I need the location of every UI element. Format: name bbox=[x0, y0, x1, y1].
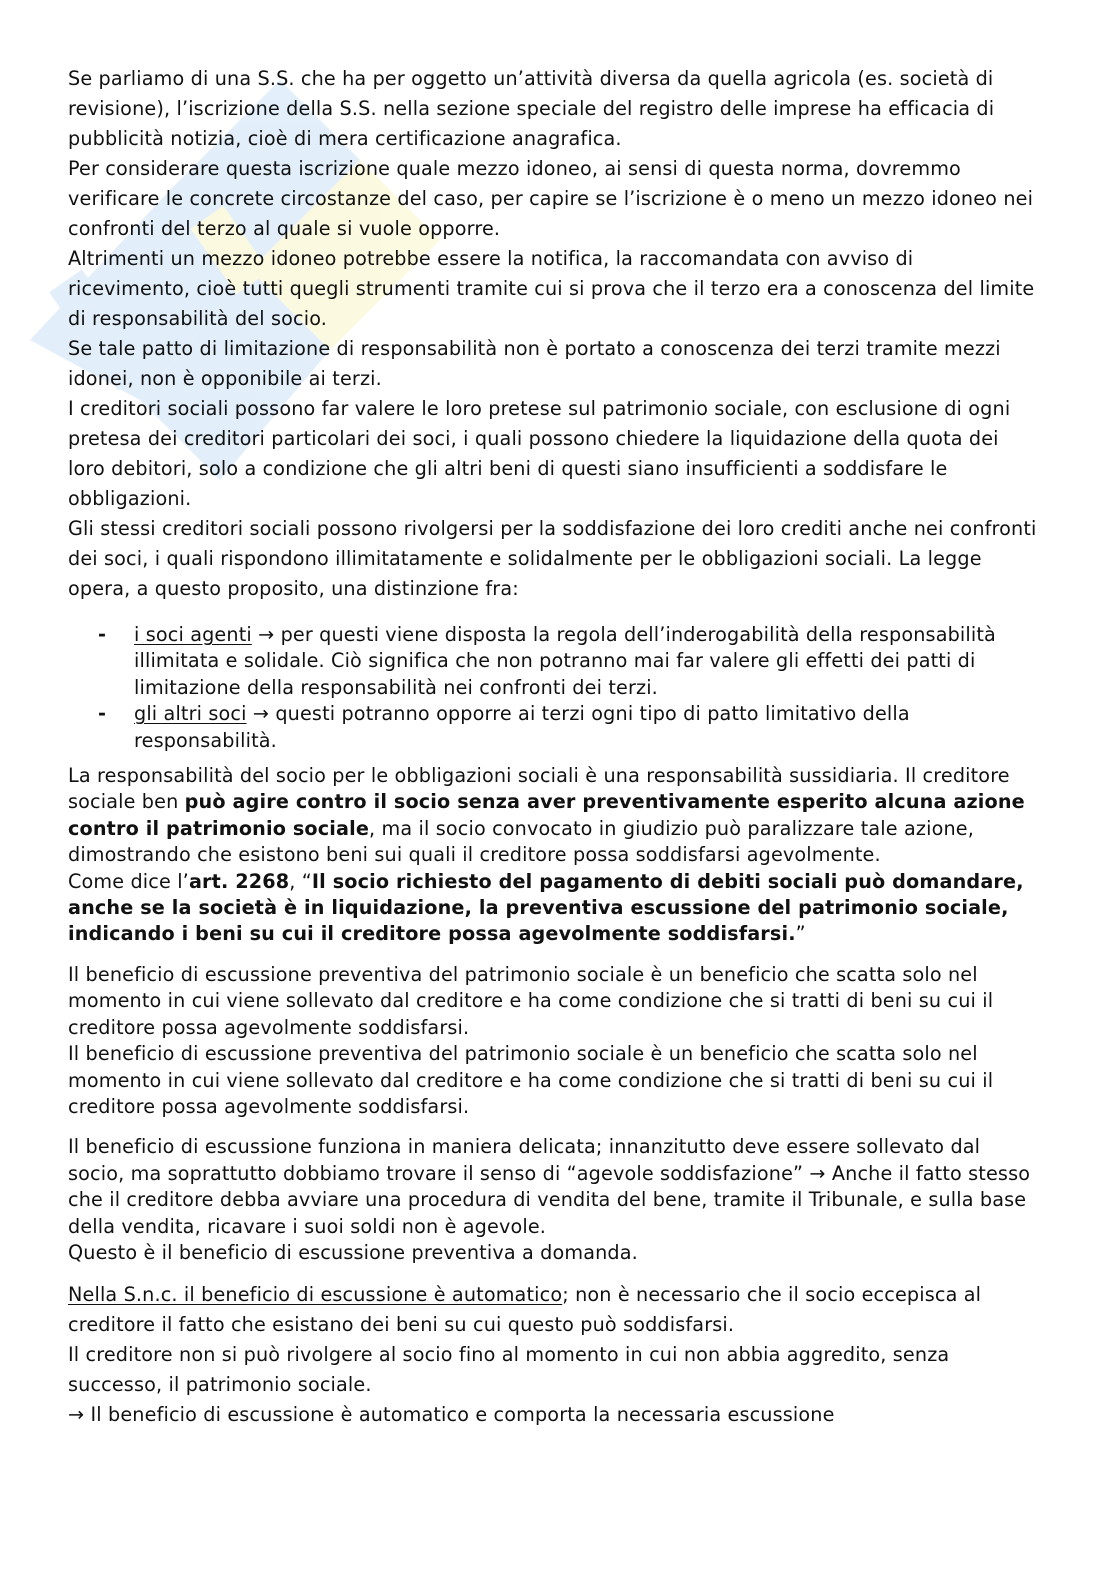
list-item bbox=[68, 622, 1040, 701]
list-item-term: gli altri soci bbox=[134, 702, 247, 726]
text-run: ” bbox=[795, 922, 806, 946]
arrow-right-icon: → bbox=[258, 623, 275, 646]
paragraph-creditore-socio: Il creditore non si può rivolgere al socio fino al momento in cui non abbia aggredito, senza successo, il patrimonio sociale. bbox=[68, 1343, 950, 1397]
text-run: , ma il socio convocato in giudizio può paralizzare tale azione, dimostrando che esistono beni sui quali il creditore possa soddisfarsi agevolmente. bbox=[68, 816, 974, 867]
list-bullet: - bbox=[98, 702, 107, 726]
underlined-text-run: Nella S.n.c. il beneficio di escussione è automatico bbox=[68, 1283, 563, 1307]
paragraph-ss-iscrizione: Se parliamo di una S.S. che ha per oggetto un’attività diversa da quella agricola (es. società di revisione), l’iscrizione della S.S. nella sezione speciale del registro delle imprese ha efficacia di pubblicità notizia, cioè di mera certificazione anagrafica. bbox=[68, 67, 995, 150]
list-item-term: i soci agenti bbox=[134, 623, 252, 646]
paragraph-responsabilita-sussidiaria bbox=[68, 763, 1040, 869]
bold-text-run: può agire contro il socio senza aver preventivamente esperito alcuna azione contro il patrimonio sociale bbox=[68, 790, 1025, 840]
paragraph-distinzione: Gli stessi creditori sociali possono rivolgersi per la soddisfazione dei loro crediti anche nei confronti dei soci, i quali rispondono illimitatamente e solidalmente per le obbligazioni sociali. La legge opera, a questo proposito, una distinzione fra: bbox=[68, 517, 1037, 600]
paragraph-snc-automatico bbox=[68, 1280, 1040, 1340]
article-quote: Il socio richiesto del pagamento di debiti sociali può domandare, anche se la società è in liquidazione, la preventiva escussione del patrimonio sociale, indicando i beni su cui il creditore possa agevolmente soddisfarsi. bbox=[68, 869, 1024, 946]
list-bullet: - bbox=[98, 623, 107, 646]
text-run: ; non è necessario che il socio eccepisca al creditore il fatto che esistano dei beni su cui questo può soddisfarsi. bbox=[68, 1283, 982, 1337]
article-reference: art. 2268 bbox=[188, 869, 290, 893]
soci-list bbox=[68, 622, 1040, 754]
list-item bbox=[68, 701, 1040, 754]
paragraph-art-2268 bbox=[68, 869, 1040, 948]
text-run: Come dice l’ bbox=[68, 869, 189, 893]
paragraph-non-opponibile: Se tale patto di limitazione di responsabilità non è portato a conoscenza dei terzi tramite mezzi idonei, non è opponibile ai terzi. bbox=[68, 337, 1001, 390]
arrow-right-icon: → bbox=[252, 702, 270, 726]
paragraph-beneficio-delicato: Il beneficio di escussione funziona in maniera delicata; innanzitutto deve essere sollevato dal socio, ma soprattutto dobbiamo trovare il senso di “agevole soddisfazione” → Anche il fatto stesso che il creditore debba avviare una procedura di vendita del bene, tramite il Tribunale, e sulla base della vendita, ricavare i suoi soldi non è agevole. bbox=[68, 1135, 1031, 1238]
text-run: , “ bbox=[289, 869, 312, 893]
list-item-text: per questi viene disposta la regola dell’inderogabilità della responsabilità illimitata e solidale. Ciò significa che non potranno mai far valere gli effetti dei patti di limitazione della responsabilità nei confronti dei terzi. bbox=[134, 623, 996, 699]
paragraph-creditori-sociali: I creditori sociali possono far valere le loro pretese sul patrimonio sociale, con esclusione di ogni pretesa dei creditori particolari dei soci, i quali possono chiedere la liquidazione della quota dei loro debitori, solo a condizione che gli altri beni di questi siano insufficienti a soddisfare le obbligazioni. bbox=[68, 397, 1011, 510]
paragraph-beneficio-1: Il beneficio di escussione preventiva del patrimonio sociale è un beneficio che scatta solo nel momento in cui viene sollevato dal creditore e ha come condizione che si tratti di beni su cui il creditore possa agevolmente soddisfarsi. bbox=[68, 962, 994, 1039]
paragraph-a-domanda: Questo è il beneficio di escussione preventiva a domanda. bbox=[68, 1240, 638, 1264]
paragraph-mezzo-idoneo: Per considerare questa iscrizione quale mezzo idoneo, ai sensi di questa norma, dovremmo verificare le concrete circostanze del caso, per capire se l’iscrizione è o meno un mezzo idoneo nei confronti del terzo al quale si vuole opporre. bbox=[68, 157, 1034, 240]
list-item-text: questi potranno opporre ai terzi ogni tipo di patto limitativo della responsabilità. bbox=[134, 702, 910, 752]
paragraph-notifica: Altrimenti un mezzo idoneo potrebbe essere la notifica, la raccomandata con avviso di ricevimento, cioè tutti quegli strumenti tramite cui si prova che il terzo era a conoscenza del limite di responsabilità del socio. bbox=[68, 247, 1035, 330]
paragraph-beneficio-2: Il beneficio di escussione preventiva del patrimonio sociale è un beneficio che scatta solo nel momento in cui viene sollevato dal creditore e ha come condizione che si tratti di beni su cui il creditore possa agevolmente soddisfarsi. bbox=[68, 1042, 994, 1118]
paragraph-necessaria-escussione: → Il beneficio di escussione è automatico e comporta la necessaria escussione bbox=[68, 1403, 835, 1427]
text-run: La responsabilità del socio per le obbligazioni sociali è una responsabilità sussidiaria. Il creditore sociale ben bbox=[68, 764, 1010, 814]
